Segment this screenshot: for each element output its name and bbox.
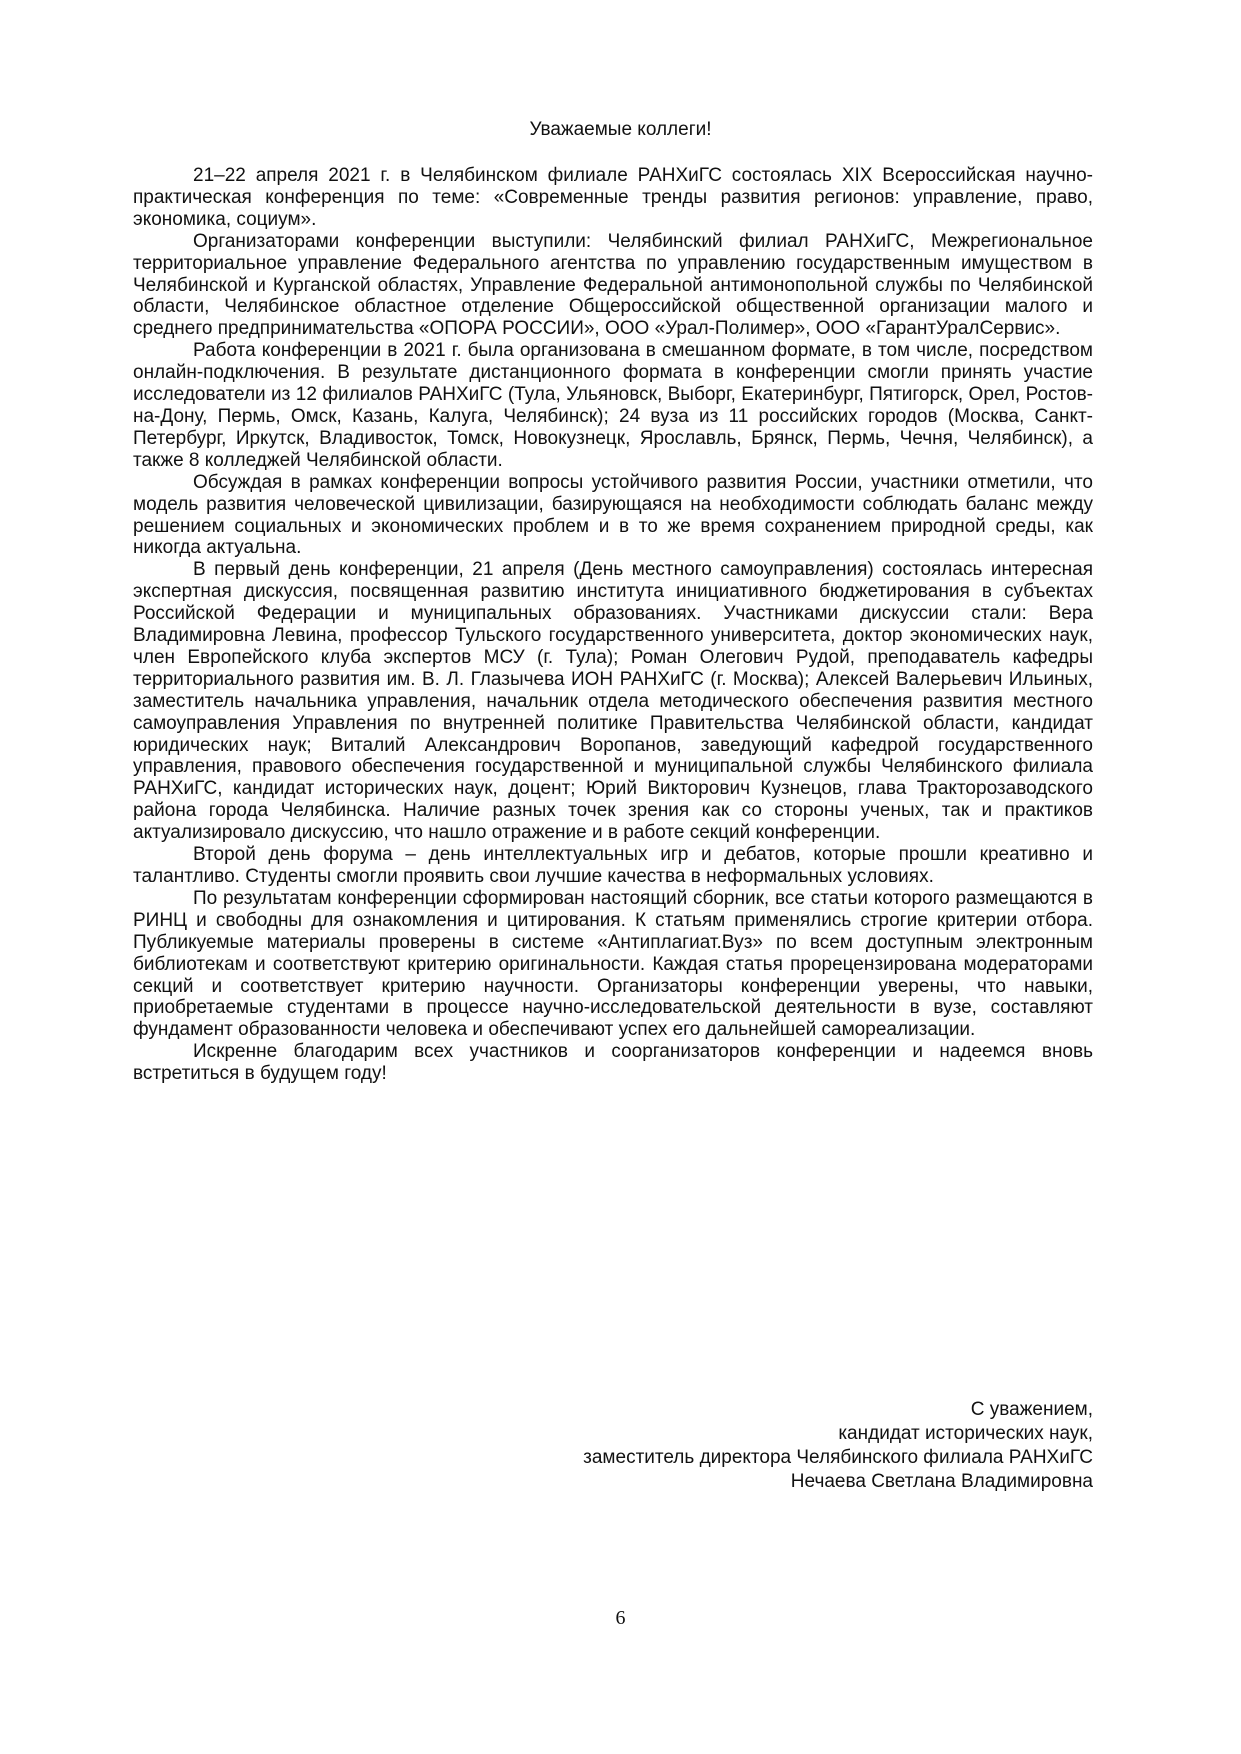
letter-body xyxy=(133,165,1093,1085)
paragraph-first-day-discussion: В первый день конференции, 21 апреля (День местного самоуправления) состоялась интересная экспертная дискуссия, посвященная развитию института инициативного бюджетирования в субъектах Российской Федерации и муниципальных образованиях. Участниками дискуссии стали: Вера Владимировна Левина, профессор Тульского государственного университета, доктор экономических наук, член Европейского клуба экспертов МСУ (г. Тула); Роман Олегович Рудой, преподаватель кафедры территориального развития им. В. Л. Глазычева ИОН РАНХиГС (г. Москва); Алексей Валерьевич Ильиных, заместитель начальника управления, начальник отдела методического обеспечения развития местного самоуправления Управления по внутренней политике Правительства Челябинской области, кандидат юридических наук; Виталий Александрович Воропанов, заведующий кафедрой государственного управления, правового обеспечения государственной и муниципальной службы Челябинского филиала РАНХиГС, кандидат исторических наук, доцент; Юрий Викторович Кузнецов, глава Тракторозаводского района города Челябинска. Наличие разных точек зрения как со стороны ученых, так и практиков актуализировало дискуссию, что нашло отражение и в работе секций конференции. xyxy=(133,559,1093,844)
paragraph-sustainable-development: Обсуждая в рамках конференции вопросы устойчивого развития России, участники отметили, что модель развития человеческой цивилизации, базирующаяся на необходимости соблюдать баланс между решением социальных и экономических проблем и в то же время сохранением природной среды, как никогда актуальна. xyxy=(133,471,1093,559)
paragraph-organizers: Организаторами конференции выступили: Челябинский филиал РАНХиГС, Межрегиональное территориальное управление Федерального агентства по управлению государственным имуществом в Челябинской и Курганской областях, Управление Федеральной антимонопольной службы по Челябинской области, Челябинское областное отделение Общероссийской общественной организации малого и среднего предпринимательства «ОПОРА РОССИИ», ООО «Урал-Полимер», ООО «ГарантУралСервис». xyxy=(133,230,1093,340)
signature-closing: С уважением, xyxy=(970,1399,1093,1420)
signature-degree: кандидат исторических наук, xyxy=(838,1423,1093,1444)
paragraph-format-participants: Работа конференции в 2021 г. была организована в смешанном формате, в том числе, посредством онлайн-подключения. В результате дистанционного формата в конференции смогли принять участие исследователи из 12 филиалов РАНХиГС (Тула, Ульяновск, Выборг, Екатеринбург, Пятигорск, Орел, Ростов-на-Дону, Пермь, Омск, Казань, Калуга, Челябинск); 24 вуза из 11 российских городов (Москва, Санкт-Петербург, Иркутск, Владивосток, Томск, Новокузнецк, Ярославль, Брянск, Пермь, Чечня, Челябинск), а также 8 колледжей Челябинской области. xyxy=(133,340,1093,471)
paragraph-conference-intro: 21–22 апреля 2021 г. в Челябинском филиале РАНХиГС состоялась XIX Всероссийская научно-практическая конференция по теме: «Современные тренды развития регионов: управление, право, экономика, социум». xyxy=(133,165,1093,230)
signature-position: заместитель директора Челябинского филиала РАНХиГС xyxy=(583,1447,1093,1468)
page-number: 6 xyxy=(615,1607,626,1629)
paragraph-thanks: Искренне благодарим всех участников и соорганизаторов конференции и надеемся вновь встретиться в будущем году! xyxy=(133,1041,1093,1085)
signature-name: Нечаева Светлана Владимировна xyxy=(790,1471,1093,1492)
greeting-heading: Уважаемые коллеги! xyxy=(529,119,712,140)
paragraph-collection-results: По результатам конференции сформирован настоящий сборник, все статьи которого размещаются в РИНЦ и свободны для ознакомления и цитирования. К статьям применялись строгие критерии отбора. Публикуемые материалы проверены в системе «Антиплагиат.Вуз» по всем доступным электронным библиотекам и соответствуют критерию оригинальности. Каждая статья прорецензирована модераторами секций и соответствует критерию научности. Организаторы конференции уверены, что навыки, приобретаемые студентами в процессе научно-исследовательской деятельности в вузе, составляют фундамент образованности человека и обеспечивают успех его дальнейшей самореализации. xyxy=(133,887,1093,1041)
signature-block xyxy=(583,1398,1093,1494)
paragraph-second-day: Второй день форума – день интеллектуальных игр и дебатов, которые прошли креативно и талантливо. Студенты смогли проявить свои лучшие качества в неформальных условиях. xyxy=(133,844,1093,887)
